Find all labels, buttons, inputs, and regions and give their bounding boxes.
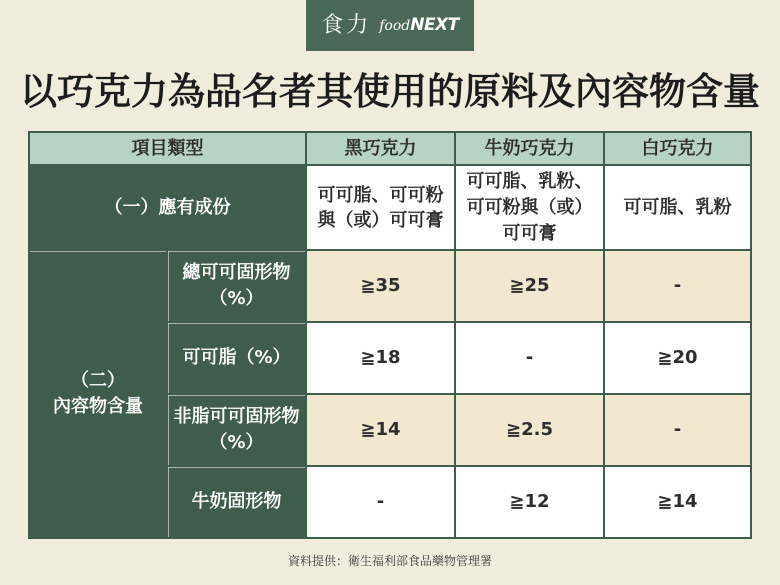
source-note: 資料提供：衛生福利部食品藥物管理署	[287, 554, 492, 568]
cocoa-butter-white-value: ≧20	[605, 323, 750, 393]
header-white-chocolate: 白巧克力	[605, 133, 750, 164]
cocoa-butter-milk-value: -	[456, 323, 603, 393]
fat-free-cocoa-solids-milk-value: ≧2.5	[456, 395, 603, 465]
cell-line: 可可脂、乳粉、	[466, 170, 593, 192]
header-milk-chocolate: 牛奶巧克力	[456, 133, 603, 164]
brand-logo	[306, 0, 474, 51]
required-dark-cell	[307, 166, 454, 249]
total-cocoa-solids-dark-value: ≧35	[307, 251, 454, 321]
content-section-label	[30, 251, 166, 537]
cell-line: （二）	[71, 370, 125, 391]
total-cocoa-solids-white-value: -	[605, 251, 750, 321]
cocoa-butter-dark-value: ≧18	[307, 323, 454, 393]
cocoa-butter-label	[168, 323, 305, 393]
required-ingredients-label: （一）應有成份	[30, 166, 305, 249]
logo-food-text: food	[379, 17, 411, 34]
milk-solids-label	[168, 467, 305, 537]
cell-line: 與（或）可可膏	[317, 209, 444, 231]
fat-free-cocoa-solids-label	[168, 395, 305, 465]
cell-line: 可可粉與（或）	[466, 196, 593, 218]
required-milk-cell	[456, 166, 603, 249]
cell-line: （%）	[209, 432, 264, 453]
fat-free-cocoa-solids-white-value: -	[605, 395, 750, 465]
cell-line: 可可脂、可可粉	[317, 184, 444, 206]
total-cocoa-solids-label	[168, 251, 305, 321]
cell-line: 牛奶固形物	[191, 491, 282, 512]
cell-line: 可可膏	[502, 222, 557, 244]
total-cocoa-solids-milk-value: ≧25	[456, 251, 603, 321]
milk-solids-white-value: ≧14	[605, 467, 750, 537]
logo-chinese-text: 食力	[321, 12, 372, 38]
header-dark-chocolate: 黑巧克力	[307, 133, 454, 164]
cell-line: 內容物含量	[53, 396, 143, 417]
cell-line: 非脂可可固形物	[173, 406, 300, 427]
milk-solids-milk-value: ≧12	[456, 467, 603, 537]
cell-line: （%）	[209, 288, 264, 309]
logo-next-text: NEXT	[410, 15, 459, 35]
chocolate-comparison-table	[28, 131, 752, 539]
cell-line: 可可脂、乳粉	[623, 196, 732, 218]
required-white-cell	[605, 166, 750, 249]
cell-line: 可可脂（%）	[182, 347, 291, 368]
page-title: 以巧克力為品名者其使用的原料及內容物含量	[20, 70, 760, 113]
header-item-type: 項目類型	[30, 133, 305, 164]
milk-solids-dark-value: -	[307, 467, 454, 537]
fat-free-cocoa-solids-dark-value: ≧14	[307, 395, 454, 465]
cell-line: 總可可固形物	[182, 262, 291, 283]
